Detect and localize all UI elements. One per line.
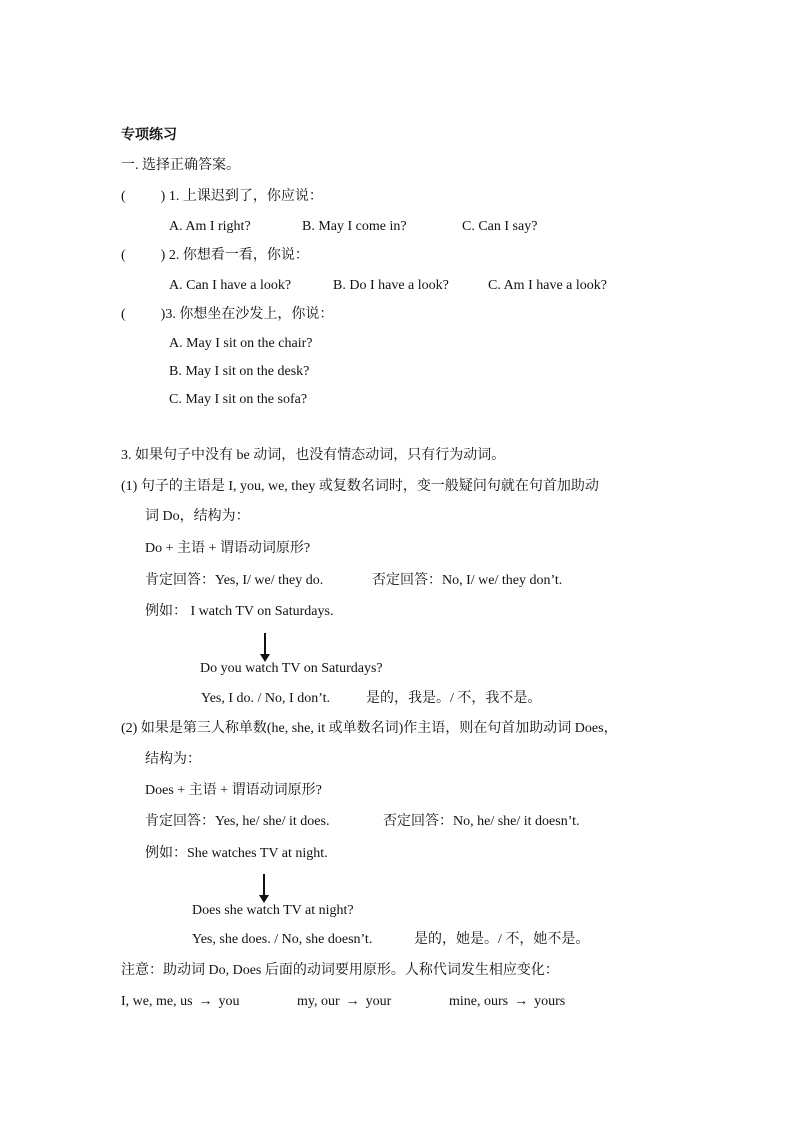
question-number: )3. — [160, 307, 176, 322]
rule-1-answer-cn: 是的，我是。/ 不，我不是。 — [366, 691, 542, 706]
section-heading: 一. 选择正确答案。 — [121, 158, 240, 173]
question-stem: 你想坐在沙发上，你说： — [179, 307, 334, 322]
question-3 — [121, 306, 333, 324]
rule-1-question: Do you watch TV on Saturdays? — [200, 661, 383, 676]
pronoun-to: yours — [534, 994, 566, 1009]
right-arrow-icon: → — [514, 994, 529, 1009]
answer-blank-paren-open: ( — [121, 248, 126, 263]
pronoun-from: I, we, me, us — [121, 994, 193, 1009]
option-b: B. Do I have a look? — [333, 278, 449, 293]
down-arrow-icon — [263, 874, 265, 896]
answer-blank-paren-open: ( — [121, 307, 126, 322]
question-number: ) 1. — [160, 189, 180, 204]
rule-2-text: (2) 如果是第三人称单数(he, she, it 或单数名词)作主语，则在句首加助动词 Does， — [121, 721, 618, 736]
pronoun-from: my, our — [297, 994, 340, 1009]
rule-1-negative: 否定回答：No, I/ we/ they don’t. — [372, 573, 563, 588]
option-a: A. Am I right? — [169, 219, 251, 234]
option-c: C. Can I say? — [462, 219, 538, 234]
pronoun-from: mine, ours — [449, 994, 509, 1009]
pronoun-change-row — [449, 993, 565, 1011]
option-c: C. Am I have a look? — [488, 278, 607, 293]
question-stem: 你想看一看，你说： — [182, 248, 309, 263]
question-2 — [121, 247, 309, 265]
option-c: C. May I sit on the sofa? — [169, 392, 308, 407]
question-number: ) 2. — [160, 248, 180, 263]
pronoun-to: your — [365, 994, 392, 1009]
pronoun-change-row — [297, 993, 391, 1011]
answer-blank-paren-open: ( — [121, 189, 126, 204]
rule-2-question: Does she watch TV at night? — [192, 903, 354, 918]
rule-1-answer: Yes, I do. / No, I don’t. — [201, 691, 330, 706]
grammar-point-3: 3. 如果句子中没有 be 动词，也没有情态动词，只有行为动词。 — [121, 448, 506, 463]
question-1 — [121, 188, 323, 206]
rule-2-answer: Yes, she does. / No, she doesn’t. — [192, 932, 373, 947]
rule-2-structure: Does + 主语 + 谓语动词原形? — [145, 783, 322, 798]
rule-2-example: 例如：She watches TV at night. — [145, 846, 328, 861]
rule-1-text: (1) 句子的主语是 I, you, we, they 或复数名词时，变一般疑问句就在句首加助动 — [121, 479, 599, 494]
page-title: 专项练习 — [121, 128, 177, 143]
option-b: B. May I sit on the desk? — [169, 364, 310, 379]
pronoun-to: you — [218, 994, 240, 1009]
question-stem: 上课迟到了，你应说： — [182, 189, 323, 204]
rule-1-text-cont: 词 Do，结构为： — [145, 509, 250, 524]
right-arrow-icon: → — [198, 994, 213, 1009]
rule-1-affirmative: 肯定回答：Yes, I/ we/ they do. — [145, 573, 324, 588]
rule-2-affirmative: 肯定回答：Yes, he/ she/ it does. — [145, 814, 330, 829]
option-b: B. May I come in? — [302, 219, 407, 234]
option-a: A. May I sit on the chair? — [169, 336, 313, 351]
rule-2-text-cont: 结构为： — [145, 752, 201, 767]
pronoun-change-row — [121, 993, 240, 1011]
option-a: A. Can I have a look? — [169, 278, 292, 293]
rule-2-negative: 否定回答：No, he/ she/ it doesn’t. — [383, 814, 580, 829]
down-arrow-icon — [264, 633, 266, 655]
right-arrow-icon: → — [345, 994, 360, 1009]
rule-2-answer-cn: 是的，她是。/ 不，她不是。 — [414, 932, 590, 947]
note-text: 注意：助动词 Do, Does 后面的动词要用原形。人称代词发生相应变化： — [121, 963, 559, 978]
rule-1-structure: Do + 主语 + 谓语动词原形? — [145, 541, 311, 556]
rule-1-example: 例如： I watch TV on Saturdays. — [145, 604, 334, 619]
